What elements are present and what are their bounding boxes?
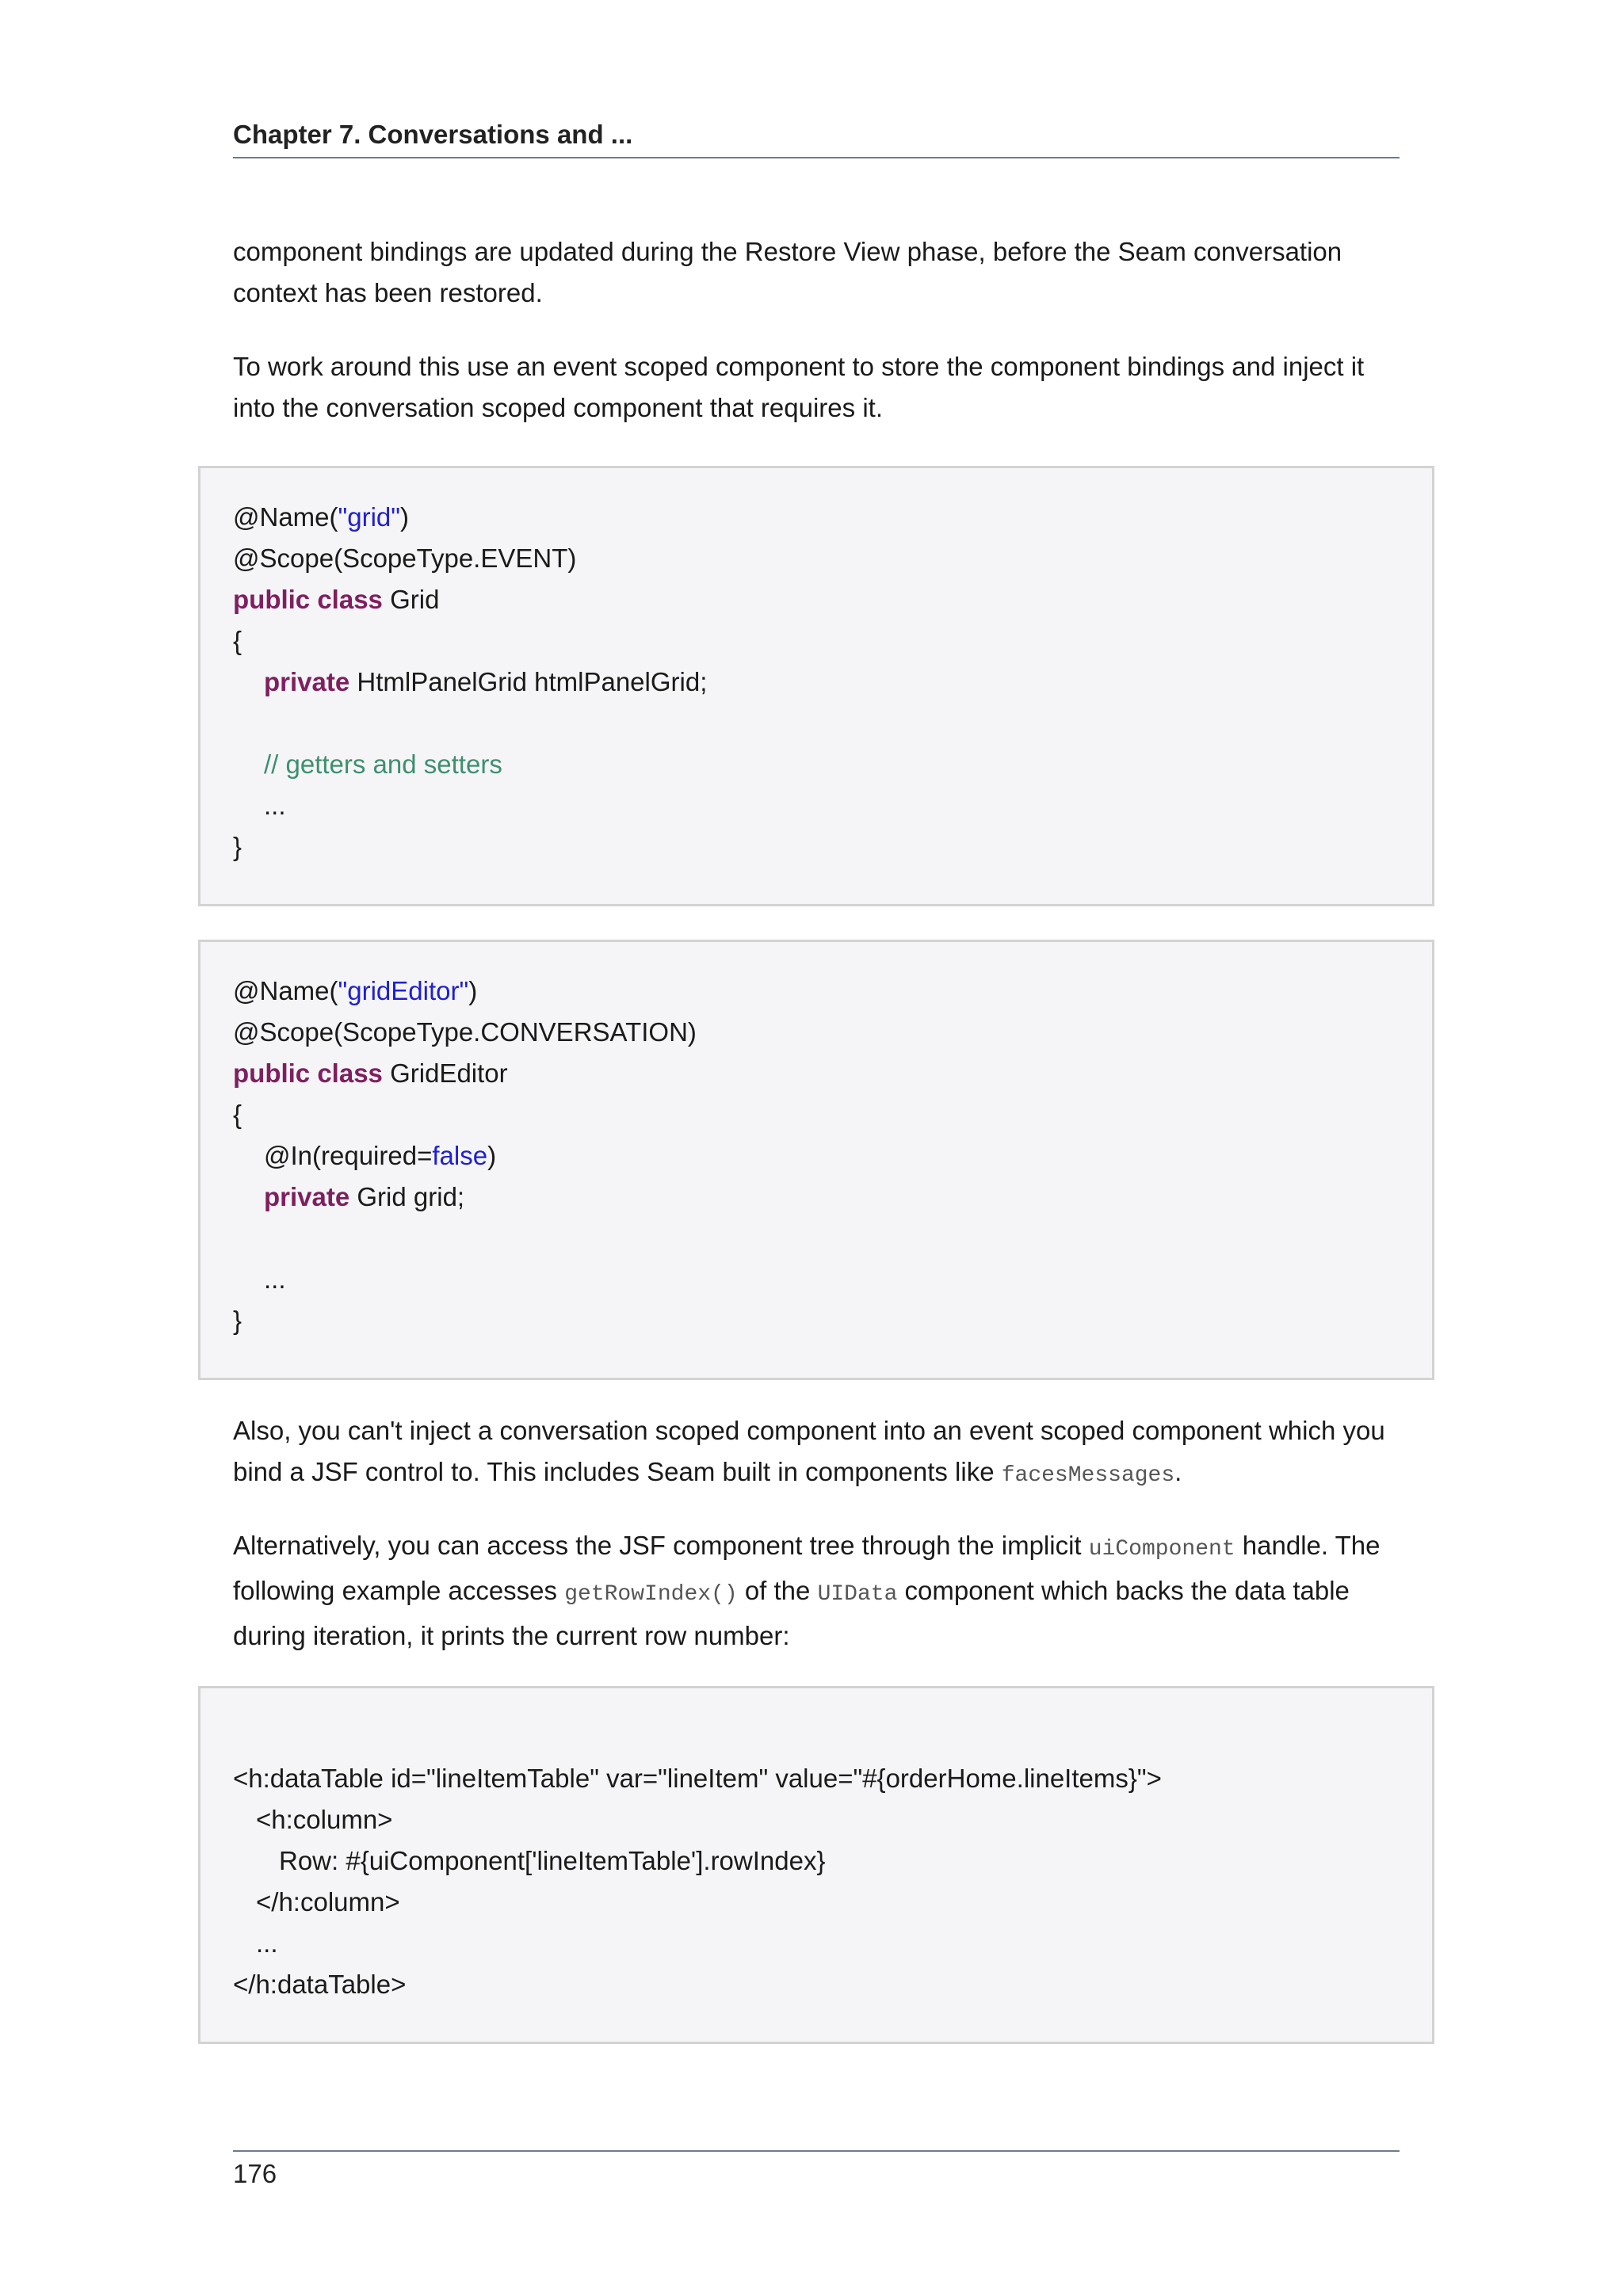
code-text: GridEditor bbox=[382, 1058, 508, 1088]
code-text: @Name( bbox=[233, 976, 338, 1005]
code-line: Row: #{uiComponent['lineItemTable'].rowIndex} bbox=[279, 1846, 826, 1875]
footer-divider bbox=[233, 2150, 1400, 2152]
code-line: { bbox=[233, 626, 242, 655]
text-span: component which backs the data table during iteration, it prints the current row number: bbox=[233, 1576, 1350, 1650]
code-keyword: private bbox=[264, 1182, 350, 1211]
header-divider bbox=[233, 157, 1400, 158]
code-line bbox=[233, 1053, 508, 1094]
code-line: } bbox=[233, 832, 242, 861]
text-span: . bbox=[1174, 1457, 1182, 1486]
inline-code: getRowIndex() bbox=[564, 1582, 738, 1607]
page-number: 176 bbox=[233, 2159, 277, 2188]
inline-code: uiComponent bbox=[1088, 1537, 1235, 1562]
code-line: ... bbox=[256, 1928, 278, 1958]
code-text: Grid bbox=[382, 585, 440, 614]
code-block-grid-editor bbox=[198, 940, 1434, 1380]
code-keyword: private bbox=[264, 667, 350, 696]
text-span: Also, you can't inject a conversation scoped component into an event scoped component which you bind a JSF control to. This includes Seam built in components like bbox=[233, 1416, 1385, 1486]
code-keyword: public class bbox=[233, 585, 383, 614]
paragraph-uicomponent bbox=[233, 1525, 1400, 1657]
code-line: </h:column> bbox=[256, 1887, 400, 1917]
code-line: } bbox=[233, 1306, 242, 1335]
code-line: <h:dataTable id="lineItemTable" var="lineItem" value="#{orderHome.lineItems}"> bbox=[233, 1764, 1162, 1793]
code-line: ... bbox=[264, 1264, 286, 1294]
code-string: "gridEditor" bbox=[338, 976, 469, 1005]
code-comment: // getters and setters bbox=[264, 749, 502, 779]
code-text: Grid grid; bbox=[349, 1182, 465, 1211]
paragraph-event-scope-note bbox=[233, 1410, 1400, 1497]
code-line bbox=[264, 1135, 496, 1177]
code-block-datatable bbox=[198, 1686, 1434, 2044]
inline-code: facesMessages bbox=[1001, 1463, 1175, 1488]
code-line: { bbox=[233, 1100, 242, 1129]
code-line: @Scope(ScopeType.CONVERSATION) bbox=[233, 1017, 697, 1047]
text-span: handle. The following example accesses bbox=[233, 1531, 1381, 1605]
code-keyword: public class bbox=[233, 1058, 383, 1088]
code-text: @Name( bbox=[233, 502, 338, 532]
code-line bbox=[233, 971, 477, 1012]
text-span: of the bbox=[737, 1576, 818, 1605]
code-string: "grid" bbox=[338, 502, 400, 532]
code-line bbox=[233, 497, 409, 538]
inline-code: UIData bbox=[817, 1582, 898, 1607]
code-block-grid bbox=[198, 466, 1434, 906]
text-span: Alternatively, you can access the JSF component tree through the implicit bbox=[233, 1531, 1089, 1560]
code-line: </h:dataTable> bbox=[233, 1970, 407, 1999]
code-line bbox=[264, 1177, 464, 1218]
code-line bbox=[233, 579, 439, 620]
code-text: ) bbox=[399, 502, 409, 532]
code-line: @Scope(ScopeType.EVENT) bbox=[233, 543, 577, 573]
paragraph-workaround: To work around this use an event scoped component to store the component bindings and inject it into the conversation scoped component that requires it. bbox=[233, 352, 1365, 422]
code-line: ... bbox=[264, 791, 286, 820]
code-text: @In(required= bbox=[264, 1141, 433, 1170]
code-string: false bbox=[432, 1141, 488, 1170]
code-line: <h:column> bbox=[256, 1805, 393, 1834]
paragraph-restore-view: component bindings are updated during the Restore View phase, before the Seam conversation context has been restored. bbox=[233, 237, 1342, 307]
code-text: HtmlPanelGrid htmlPanelGrid; bbox=[349, 667, 708, 696]
code-text: ) bbox=[487, 1141, 497, 1170]
code-line bbox=[264, 662, 707, 703]
page-header-title: Chapter 7. Conversations and ... bbox=[233, 120, 633, 149]
code-text: ) bbox=[468, 976, 478, 1005]
